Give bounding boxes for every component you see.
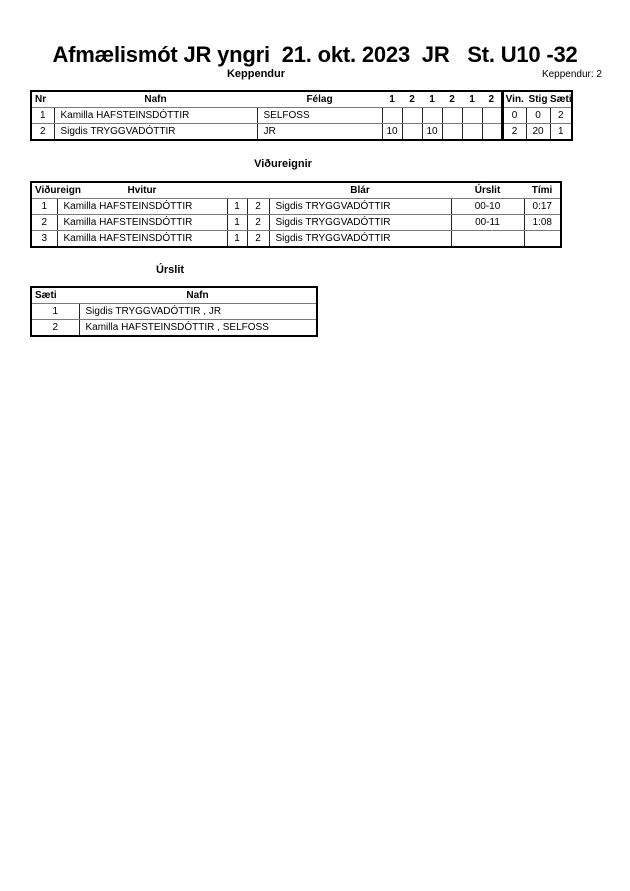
vidureignir-header-row xyxy=(31,182,561,199)
tournament-title: Afmælismót JR yngri 21. okt. 2023 JR St. U10 -32 xyxy=(52,42,578,67)
cell-hvitur: Kamilla HAFSTEINSDÓTTIR xyxy=(57,215,227,231)
cell-score: 10 xyxy=(422,124,442,141)
cell-felag: JR xyxy=(257,124,382,141)
spacer-header xyxy=(227,182,247,199)
blar-header: Blár xyxy=(269,182,451,199)
cell-saeti: 1 xyxy=(550,124,572,141)
urslit-header-row xyxy=(31,287,317,304)
cell-vin: 2 xyxy=(502,124,526,141)
cell-hvitur: Kamilla HAFSTEINSDÓTTIR xyxy=(57,199,227,215)
cell-stig: 20 xyxy=(526,124,550,141)
cell-blar: Sigdis TRYGGVADÓTTIR xyxy=(269,215,451,231)
cell-blar-nr: 2 xyxy=(247,231,269,248)
cell-urslit xyxy=(451,231,524,248)
table-row xyxy=(31,231,561,248)
urslit-table xyxy=(30,286,318,337)
cell-nafn: Kamilla HAFSTEINSDÓTTIR xyxy=(54,108,257,124)
round-header: 2 xyxy=(442,91,462,108)
cell-score xyxy=(402,124,422,141)
cell-urslit: 00-11 xyxy=(451,215,524,231)
cell-hvitur-nr: 1 xyxy=(227,231,247,248)
cell-timi: 0:17 xyxy=(524,199,561,215)
urslit-caption: Úrslit xyxy=(155,264,185,276)
table-row xyxy=(31,124,572,141)
cell-score xyxy=(482,108,502,124)
cell-blar: Sigdis TRYGGVADÓTTIR xyxy=(269,199,451,215)
table-row xyxy=(31,304,317,320)
cell-score xyxy=(462,108,482,124)
cell-saeti: 2 xyxy=(550,108,572,124)
keppendur-table xyxy=(30,90,573,141)
competitors-count: Keppendur: 2 xyxy=(541,69,602,80)
cell-nr: 1 xyxy=(31,108,54,124)
cell-blar-nr: 2 xyxy=(247,215,269,231)
cell-hvitur-nr: 1 xyxy=(227,215,247,231)
cell-nr: 2 xyxy=(31,124,54,141)
cell-blar-nr: 2 xyxy=(247,199,269,215)
keppendur-header-row xyxy=(31,91,572,108)
nafn-header: Nafn xyxy=(54,91,257,108)
cell-score xyxy=(482,124,502,141)
cell-timi: 1:08 xyxy=(524,215,561,231)
cell-score: 10 xyxy=(382,124,402,141)
keppendur-caption: Keppendur xyxy=(226,68,286,80)
cell-urslit: 00-10 xyxy=(451,199,524,215)
round-header: 2 xyxy=(402,91,422,108)
cell-timi xyxy=(524,231,561,248)
cell-score xyxy=(402,108,422,124)
cell-bout-nr: 1 xyxy=(31,199,57,215)
hvitur-header: Hvitur xyxy=(57,182,227,199)
cell-nafn: Sigdis TRYGGVADÓTTIR xyxy=(54,124,257,141)
table-row xyxy=(31,108,572,124)
vidureign-header: Viðureign xyxy=(31,182,57,199)
cell-vin: 0 xyxy=(502,108,526,124)
felag-header: Félag xyxy=(257,91,382,108)
vidureignir-caption: Viðureignir xyxy=(254,158,312,170)
cell-score xyxy=(382,108,402,124)
table-row xyxy=(31,215,561,231)
cell-bout-nr: 3 xyxy=(31,231,57,248)
cell-bout-nr: 2 xyxy=(31,215,57,231)
nafn-header: Nafn xyxy=(79,287,317,304)
round-header: 1 xyxy=(422,91,442,108)
vin-header: Vin. xyxy=(502,91,526,108)
cell-saeti: 1 xyxy=(31,304,79,320)
timi-header: Tími xyxy=(524,182,561,199)
nr-header: Nr xyxy=(31,91,54,108)
cell-score xyxy=(442,108,462,124)
cell-nafn: Sigdis TRYGGVADÓTTIR , JR xyxy=(79,304,317,320)
cell-hvitur: Kamilla HAFSTEINSDÓTTIR xyxy=(57,231,227,248)
round-header: 1 xyxy=(382,91,402,108)
cell-hvitur-nr: 1 xyxy=(227,199,247,215)
stig-header: Stig xyxy=(526,91,550,108)
vidureignir-table xyxy=(30,181,562,248)
round-header: 1 xyxy=(462,91,482,108)
urslit-header: Úrslit xyxy=(451,182,524,199)
cell-saeti: 2 xyxy=(31,320,79,337)
cell-nafn: Kamilla HAFSTEINSDÓTTIR , SELFOSS xyxy=(79,320,317,337)
spacer-header xyxy=(247,182,269,199)
saeti-header: Sæti xyxy=(31,287,79,304)
cell-stig: 0 xyxy=(526,108,550,124)
saeti-header: Sæti xyxy=(550,91,572,108)
cell-blar: Sigdis TRYGGVADÓTTIR xyxy=(269,231,451,248)
table-row xyxy=(31,320,317,337)
cell-score xyxy=(422,108,442,124)
table-row xyxy=(31,199,561,215)
cell-score xyxy=(442,124,462,141)
cell-felag: SELFOSS xyxy=(257,108,382,124)
cell-score xyxy=(462,124,482,141)
round-header: 2 xyxy=(482,91,502,108)
